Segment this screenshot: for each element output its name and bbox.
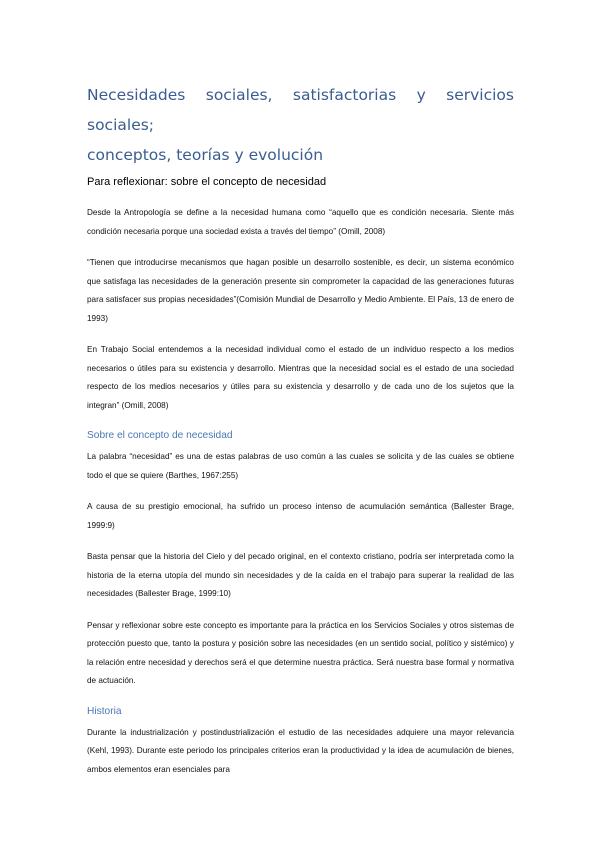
- document-page: [87, 80, 514, 792]
- subheading: Para reflexionar: sobre el concepto de necesidad: [87, 176, 327, 188]
- section-heading-concepto: Sobre el concepto de necesidad: [87, 430, 233, 441]
- paragraph: Desde la Antropología se define a la necesidad humana como “aquello que es condición necesaria. Siente más condición necesaria porque una sociedad exista a través del tiempo” (Omill, 2008): [87, 208, 514, 236]
- section-heading-historia: Historia: [87, 705, 122, 717]
- document-title: [87, 80, 514, 170]
- paragraph: A causa de su prestigio emocional, ha sufrido un proceso intenso de acumulación semántica (Ballester Brage, 1999:9): [87, 502, 514, 530]
- paragraph: Basta pensar que la historia del Cielo y del pecado original, en el contexto cristiano, podría ser interpretada como la historia de la eterna utopía del mundo sin necesidades y de la caída en el trabajo para superar la realidad de las necesidades (Ballester Brage, 1999:10): [87, 552, 514, 598]
- paragraph: En Trabajo Social entendemos a la necesidad individual como el estado de un individuo respecto a los medios necesarios o útiles para su existencia y desarrollo. Mientras que la necesidad social es el estado de una sociedad respecto de los medios necesarios y útiles para su existencia y desarrollo y de cada uno de los sujetos que la integran” (Omill, 2008): [87, 345, 514, 410]
- paragraph: Pensar y reflexionar sobre este concepto es importante para la práctica en los Servicios Sociales y otros sistemas de protección puesto que, tanto la postura y posición sobre las necesidades (en un sentido social, político y sistémico) y la relación entre necesidad y derechos será el que determine nuestra práctica. Será nuestra base formal y normativa de actuación.: [87, 620, 514, 685]
- paragraph: Durante la industrialización y postindustrialización el estudio de las necesidades adquiere una mayor relevancia (Kehl, 1993). Durante este periodo los principales criterios eran la productividad y la idea de acumulación de bienes, ambos elementos eran esenciales para: [87, 727, 514, 774]
- title-line-2: conceptos, teorías y evolución: [87, 146, 324, 164]
- title-line-1: Necesidades sociales, satisfactorias y servicios sociales;: [87, 86, 514, 134]
- paragraph: La palabra “necesidad” es una de estas palabras de uso común a las cuales se solicita y de las cuales se obtiene todo el que se quiere (Barthes, 1967:255): [87, 452, 514, 480]
- paragraph: “Tienen que introducirse mecanismos que hagan posible un desarrollo sostenible, es decir, un sistema económico que satisfaga las necesidades de la generación presente sin comprometer la capacidad de las generaciones futuras para satisfacer sus propias necesidades”(Comisión Mundial de Desarrollo y Medio Ambiente. El País, 13 de enero de 1993): [87, 258, 514, 323]
